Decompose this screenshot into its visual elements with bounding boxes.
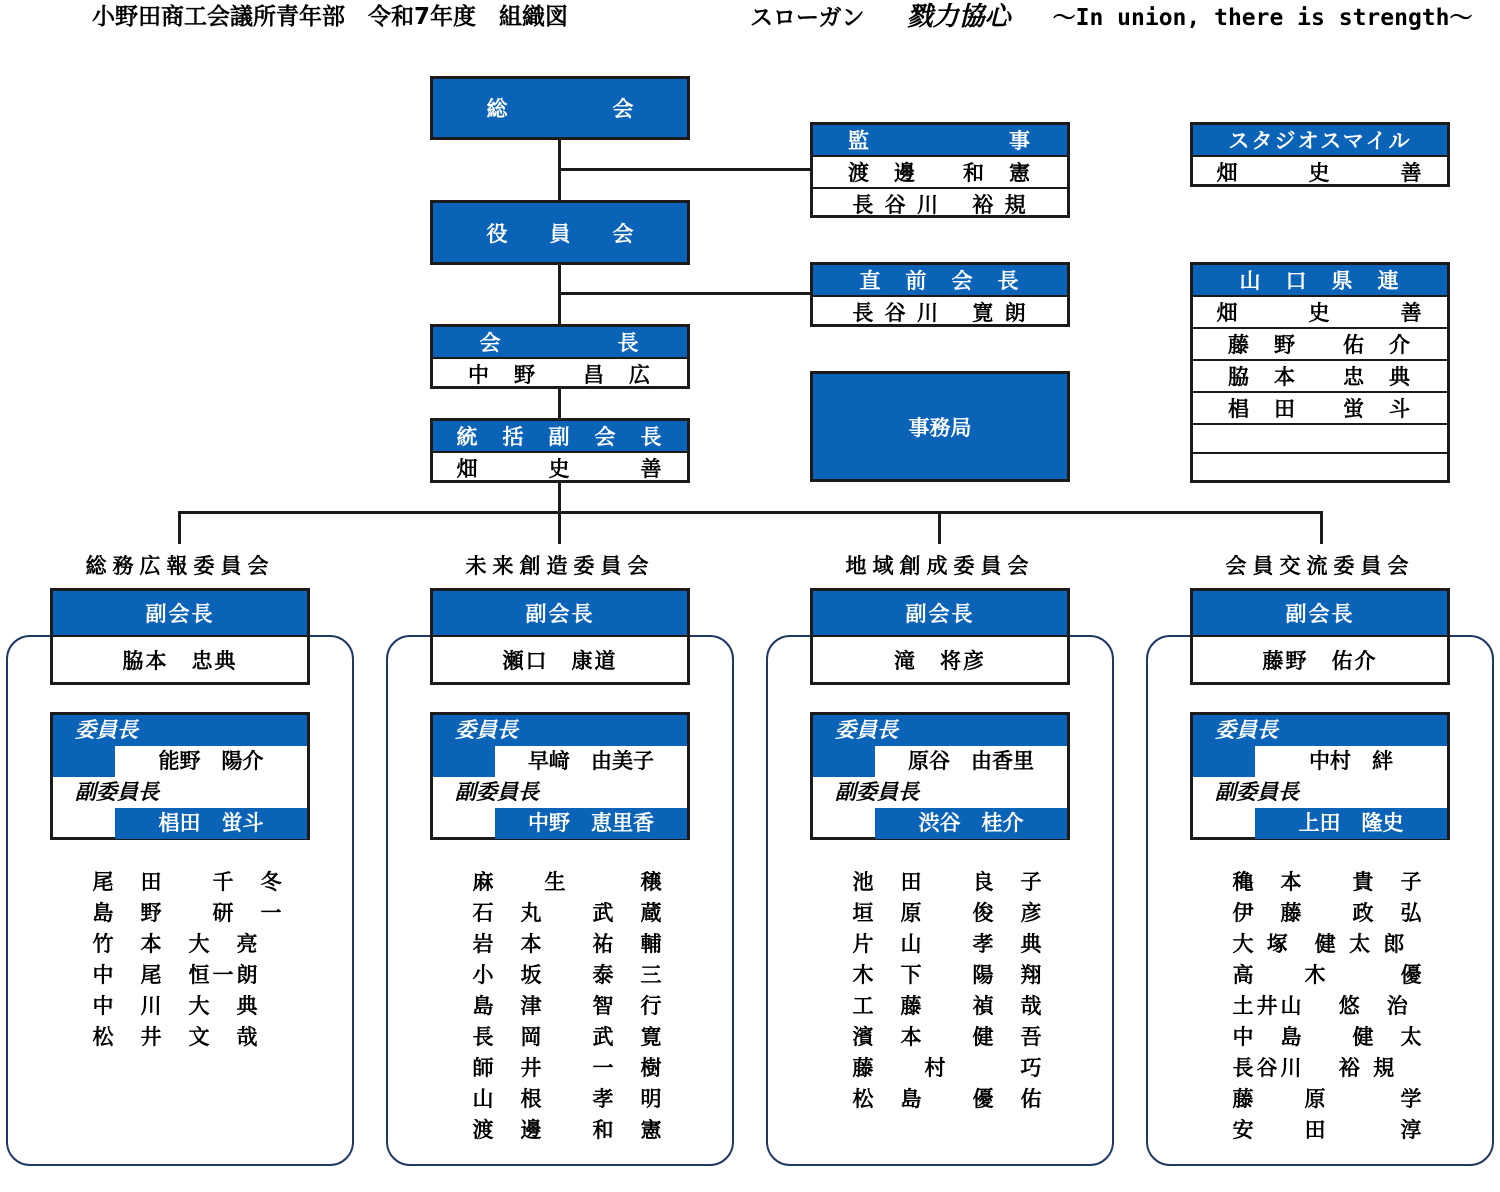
member-name: 中 尾 恒一朗: [92, 963, 261, 987]
committee-vp-box: [430, 588, 690, 685]
studio-smile-name: 畑 史 善: [1193, 155, 1447, 187]
member-name: 濱 本 健 吾: [852, 1025, 1045, 1049]
vice-chair-label: 副委員長: [1215, 780, 1299, 804]
slogan-label: スローガン: [750, 5, 865, 31]
committee-vp-name: 瀬口 康道: [433, 635, 687, 682]
member-name: 片 山 孝 典: [852, 932, 1045, 956]
vice-chair-label: 副委員長: [455, 780, 539, 804]
auditor-name: 長 谷 川 裕 規: [813, 187, 1067, 219]
executive-vp-box: [430, 418, 690, 483]
member-name: 松 井 文 哉: [92, 1025, 261, 1049]
slogan-english: 〜In union, there is strength〜: [1052, 5, 1473, 31]
member-name: 藤 村 巧: [852, 1056, 1045, 1080]
vice-chair-name: 中野 恵里香: [528, 811, 654, 835]
slogan: [750, 2, 1473, 33]
chair-name: 能野 陽介: [158, 749, 264, 773]
past-president-title: 直 前 会 長: [813, 265, 1067, 295]
general-assembly-label: 総 会: [486, 97, 634, 121]
slogan-word: 戮力協心: [906, 2, 1011, 32]
member-name: 石 丸 武 蔵: [472, 901, 665, 925]
member-name: 島 野 研 一: [92, 901, 285, 925]
member-name: 師 井 一 樹: [472, 1056, 665, 1080]
committee-vp-box: [810, 588, 1070, 685]
studio-smile-title: スタジオスマイル: [1193, 125, 1447, 155]
member-name: 池 田 良 子: [852, 870, 1045, 894]
member-name: 穐 本 貴 子: [1232, 870, 1425, 894]
vice-chair-label: 副委員長: [835, 780, 919, 804]
connector-line: [558, 481, 561, 513]
chair-name: 早﨑 由美子: [528, 749, 654, 773]
member-list: [790, 867, 1090, 1115]
committee-chair-box: [810, 712, 1070, 840]
committee-title: 地域創成委員会: [845, 554, 1035, 578]
connector-line: [178, 511, 1323, 514]
member-name: 大 塚 健 太 郎: [1232, 932, 1408, 956]
board-label: 役 員 会: [486, 221, 634, 246]
yamaguchi-title: 山 口 県 連: [1193, 265, 1447, 295]
member-name: 工 藤 禎 哉: [852, 994, 1045, 1018]
past-president-box: [810, 262, 1070, 327]
committee-vp-label: 副会長: [1193, 591, 1447, 635]
chair-label: 委員長: [1215, 718, 1278, 742]
member-name: 岩 本 祐 輔: [472, 932, 665, 956]
committee-chair-box: [1190, 712, 1450, 840]
executive-vp-name: 畑 史 善: [433, 451, 687, 483]
executive-vp-title: 統 括 副 会 長: [433, 421, 687, 451]
secretariat-label: 事務局: [908, 415, 972, 440]
committee-title: 総務広報委員会: [85, 554, 275, 578]
connector-line: [558, 388, 561, 420]
connector-line: [558, 168, 811, 171]
committee-vp-name: 藤野 佑介: [1193, 635, 1447, 682]
committee-vp-box: [50, 588, 310, 685]
yamaguchi-federation-box: [1190, 262, 1450, 483]
chair-label: 委員長: [835, 718, 898, 742]
connector-line: [938, 511, 941, 544]
yamaguchi-member: [1193, 423, 1447, 452]
general-assembly-box: [430, 76, 690, 140]
board-box: [430, 200, 690, 265]
member-name: 藤 原 学: [1232, 1087, 1425, 1111]
committee-vp-box: [1190, 588, 1450, 685]
committee-title: 未来創造委員会: [465, 554, 655, 578]
member-list: [1170, 867, 1470, 1146]
yamaguchi-member: 椙 田 蛍 斗: [1193, 391, 1447, 423]
member-name: 中 川 大 典: [92, 994, 261, 1018]
secretariat-box: [810, 371, 1070, 482]
auditor-name: 渡 邊 和 憲: [813, 155, 1067, 187]
auditors-box: [810, 122, 1070, 218]
vice-chair-label: 副委員長: [75, 780, 159, 804]
connector-line: [178, 511, 181, 544]
connector-line: [1320, 511, 1323, 544]
committee-chair-box: [50, 712, 310, 840]
chair-name: 中村 絆: [1309, 749, 1393, 773]
member-name: 垣 原 俊 彦: [852, 901, 1045, 925]
committee-vp-name: 脇本 忠典: [53, 635, 307, 682]
member-name: 島 津 智 行: [472, 994, 665, 1018]
chair-label: 委員長: [455, 718, 518, 742]
member-name: 長 岡 武 寛: [472, 1025, 665, 1049]
studio-smile-box: [1190, 122, 1450, 187]
president-box: [430, 324, 690, 389]
yamaguchi-member: [1193, 452, 1447, 481]
past-president-name: 長 谷 川 寛 朗: [813, 295, 1067, 327]
connector-line: [558, 511, 561, 544]
yamaguchi-member: 脇 本 忠 典: [1193, 359, 1447, 391]
committee-chair-box: [430, 712, 690, 840]
committee-vp-label: 副会長: [53, 591, 307, 635]
committee-vp-name: 滝 将彦: [813, 635, 1067, 682]
vice-chair-name: 椙田 蛍斗: [158, 811, 264, 835]
member-name: 中 島 健 太: [1232, 1025, 1425, 1049]
member-name: 山 根 孝 明: [472, 1087, 665, 1111]
committee-vp-label: 副会長: [433, 591, 687, 635]
auditors-title: 監 事: [813, 125, 1067, 155]
member-name: 渡 邊 和 憲: [472, 1118, 665, 1142]
member-name: 高 木 優: [1232, 963, 1425, 987]
member-name: 木 下 陽 翔: [852, 963, 1045, 987]
yamaguchi-member: 畑 史 善: [1193, 295, 1447, 327]
vice-chair-name: 上田 隆史: [1298, 811, 1404, 835]
president-name: 中 野 昌 広: [433, 357, 687, 389]
member-name: 竹 本 大 亮: [92, 932, 261, 956]
member-name: 松 島 優 佑: [852, 1087, 1045, 1111]
member-name: 安 田 淳: [1232, 1118, 1425, 1142]
member-name: 麻 生 穣: [472, 870, 665, 894]
chair-label: 委員長: [75, 718, 138, 742]
committee-vp-label: 副会長: [813, 591, 1067, 635]
member-name: 伊 藤 政 弘: [1232, 901, 1425, 925]
member-name: 土井山 悠 治: [1232, 994, 1411, 1018]
member-list: [30, 867, 330, 1053]
connector-line: [558, 292, 811, 295]
committee-title: 会員交流委員会: [1225, 554, 1415, 578]
vice-chair-name: 渋谷 桂介: [918, 811, 1024, 835]
yamaguchi-member: 藤 野 佑 介: [1193, 327, 1447, 359]
member-name: 小 坂 泰 三: [472, 963, 665, 987]
member-name: 尾 田 千 冬: [92, 870, 285, 894]
president-title: 会 長: [433, 327, 687, 357]
member-list: [410, 867, 710, 1146]
chair-name: 原谷 由香里: [908, 749, 1034, 773]
member-name: 長谷川 裕 規: [1232, 1056, 1398, 1080]
page-title: 小野田商工会議所青年部 令和7年度 組織図: [92, 4, 569, 30]
